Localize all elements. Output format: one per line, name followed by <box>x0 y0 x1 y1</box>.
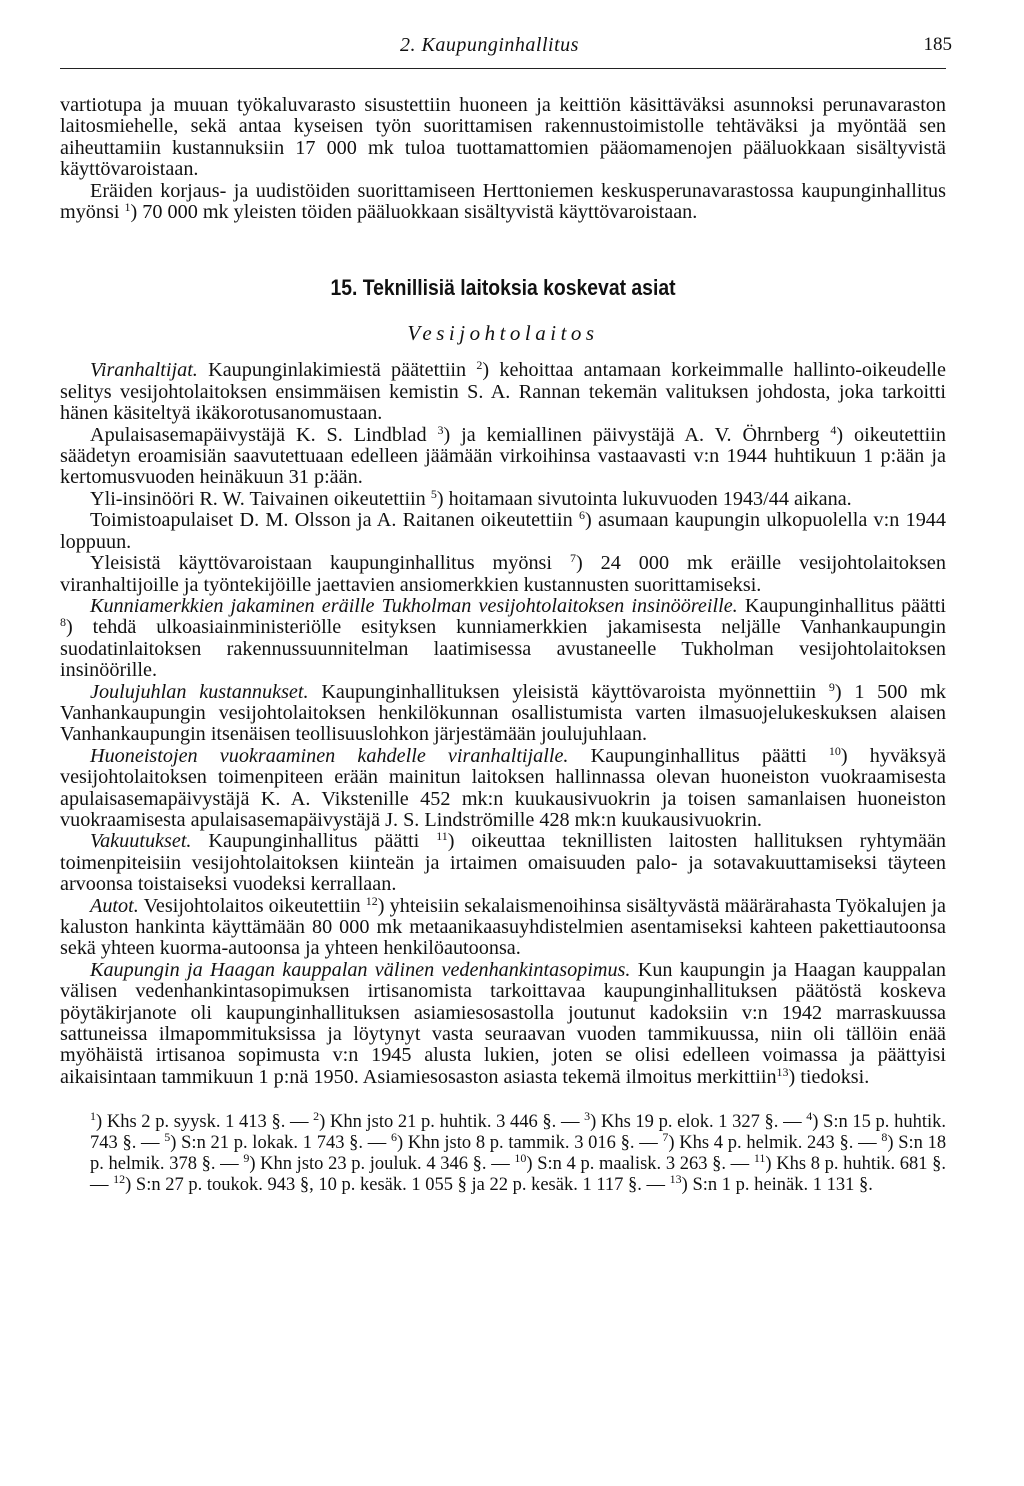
footnote-4: S:n 15 p. huhtik. 743 §. — <box>90 1112 946 1154</box>
footnote-13: S:n 1 p. heinäk. 1 131 §. <box>692 1175 873 1196</box>
footnote-ref: 8 <box>60 615 66 630</box>
footnote-ref: 3 <box>437 422 444 437</box>
footnote-9: Khn jsto 23 p. jouluk. 4 346 §. — <box>260 1154 510 1175</box>
footnote-ref: 5 <box>430 486 437 501</box>
footnote-12: S:n 27 p. toukok. 943 §, 10 p. kesäk. 1 055 § ja 22 p. kesäk. 1 117 §. — <box>135 1175 666 1196</box>
paragraph-huoneistot: Huoneistojen vuokraaminen kahdelle viranhaltijalle. Kaupunginhallitus päätti $^{10}$) hyväksyä vesijohtolaitoksen toimenpiteen erään mainitun laitoksen hallinnassa olevan huoneiston vuokraamisesta apulaisasemapäivystäjä K. A. Vikstenille 452 mk:n kuukausivuokrin ja toisen samanlaisen huoneiston vuokraamisesta apulaisasemapäivystäjä J. S. Lindströmille 428 mk:n kuukausivuokrin. <box>60 743 946 831</box>
footnote-number: 6 <box>390 1130 397 1145</box>
paragraph-lead: Joulujuhlan kustannukset. <box>90 680 309 703</box>
footnote-10: S:n 4 p. maalisk. 3 263 §. — <box>537 1154 750 1175</box>
footnote-11: Khs 8 p. huhtik. 681 §. — <box>90 1154 947 1196</box>
footnote-number: 7 <box>662 1130 669 1145</box>
text-run: Yleisistä käyttövaroistaan kaupunginhallitus myönsi <box>90 552 552 575</box>
footnote-number: 13 <box>669 1172 682 1187</box>
subsection-title: Vesijohtolaitos <box>407 321 599 346</box>
text-run: asumaan kaupungin ulkopuolella v:n 1944 loppuun. <box>60 509 946 553</box>
footnote-number: 8 <box>881 1130 888 1145</box>
intro-paragraph-2: Eräiden korjaus- ja uudistöiden suorittamiseen Herttoniemen keskusperunavarastossa kaupunginhallitus myönsi $^1$) 70 000 mk yleisten töiden pääluokkaan sisältyvistä käyttövaroistaan. <box>60 179 946 224</box>
paragraph-lead: Vakuutukset. <box>90 830 192 853</box>
text-run: Kaupunginhallituksen yleisistä käyttövaroista myönnettiin <box>321 680 817 703</box>
text-run: hyväksyä vesijohtolaitoksen toimenpiteen erään mainitun laitoksen hallinnassa olevan huoneiston vuokraamisesta apulaisasemapäivystäjä K. A. Vikstenille 452 mk:n kuukausivuokrin ja toisen samanlaisen huoneiston vuokraamisesta apulaisasemapäivystäjä J. S. Lindströmille 428 mk:n kuukausivuokrin. <box>60 744 946 831</box>
text-run: Kaupunginhallitus päätti <box>208 830 420 853</box>
intro-paragraph-1: vartiotupa ja muuan työkaluvarasto sisustettiin huoneen ja keittiön käsittäväksi asunnoksi perunavaraston laitosmiehelle, sekä antaa kyseisen työn suorittamisen rakennustoimistolle tehtäväksi ja myöntää sen aiheuttamiin kustannuksiin 17 000 mk tuloa tuottamattomien pääomamenojen pääluokkaan sisältyvistä käyttövaroistaan. <box>60 94 946 181</box>
footnote-6: Khn jsto 8 p. tammik. 3 016 §. — <box>407 1133 658 1154</box>
text-run: tiedoksi. <box>800 1065 870 1088</box>
footnote-3: Khs 19 p. elok. 1 327 §. — <box>600 1112 802 1133</box>
page-number: 185 <box>923 34 952 55</box>
text-run: Apulaisasemapäivystäjä K. S. Lindblad <box>90 423 427 446</box>
text-run: 1 500 mk Vanhankaupungin vesijohtolaitoksen henkilökunnan osallistumista varten ilmasuojelukeskuksen alaisen Vanhankaupungin itsenäisen teollisuuslohkon järjestämään joulujuhlaan. <box>60 680 947 746</box>
paragraph-autot: Autot. Vesijohtolaitos oikeutettiin $^{12}$) yhteisiin sekalaismenoihinsa sisältyvästä määrärahasta Työkalujen ja kaluston hankinta käyttämään 80 000 mk metaanikaasuyhdistelmien asentamiseksi kahteen pakettiautoonsa sekä yhteen kuorma-autoonsa ja yhteen henkilöautoonsa. <box>60 893 947 960</box>
footnote-number: 5 <box>164 1130 171 1145</box>
paragraph-haaga: Kaupungin ja Haagan kauppalan välinen vedenhankintasopimus. Kun kaupungin ja Haagan kauppalan välisen vedenhankintasopimuksen irtisanomista tarkoittavaa kaupunginhallituksen päätöstä koskeva pöytäkirjanote oli kaupunginhallituksen asiamiesosastolla joutunut kadoksiin v:n 1942 marraskuussa sattuneissa ilmapommituksissa ja löytynyt vasta seuraavan vuoden tammikuussa, niin oli tällöin enää myöhäistä irtisanoa sopimusta v:n 1945 alusta lukien, joten se olisi edelleen voimassa ja päättyisi aikaisintaan tammikuun 1 p:nä 1950. Asiamiesosaston asiasta tekemä ilmoitus merkittiin$^{13}$) tiedoksi. <box>60 958 946 1088</box>
paragraph-lead: Viranhaltijat. <box>90 359 198 382</box>
intro-text <box>60 95 946 223</box>
paragraph-lead: Autot. <box>90 894 139 917</box>
footnote-ref: 1 <box>124 200 131 215</box>
page-header <box>60 0 952 69</box>
paragraph-lindblad: Apulaisasemapäivystäjä K. S. Lindblad $^3$) ja kemiallinen päivystäjä A. V. Öhrnberg $^4$) oikeutettiin säädetyn eroamisiän saavutettuaan edelleen jäämään virkoihinsa vastaavasti v:n 1944 huhtikuun 1 p:ään ja kertomusvuoden heinäkuun 31 p:ään. <box>60 422 946 489</box>
text-run: Kaupunginhallitus päätti <box>744 594 946 617</box>
footnote-ref: 2 <box>476 358 483 373</box>
footnote-number: 10 <box>514 1151 527 1166</box>
text-run: yhteisiin sekalaismenoihinsa sisältyvästä määrärahasta Työkalujen ja kaluston hankinta käyttämään 80 000 mk metaanikaasuyhdistelmien asentamiseksi kahteen pakettiautoonsa sekä yhteen kuorma-autoonsa ja yhteen henkilöautoonsa. <box>60 894 947 960</box>
text-run: Yli-insinööri R. W. Taivainen oikeutettiin <box>90 487 426 510</box>
section-body <box>60 360 946 1088</box>
footnote-5: S:n 21 p. lokak. 1 743 §. — <box>181 1133 387 1154</box>
text-run: oikeuttaa teknillisten laitosten hallituksen ryhtymään toimenpiteisiin vesijohtolaitoksen kiinteän ja irtaimen omaisuuden palo- ja sotavakuuttamiseksi täyteen arvoonsa toistaiseksi vuodeksi kerrallaan. <box>60 830 946 896</box>
text-run: 24 000 mk eräille vesijohtolaitoksen viranhaltijoille ja työntekijöille jaettavien ansiomerkkien kustannusten suorittamiseksi. <box>60 552 946 596</box>
footnote-2: Khn jsto 21 p. huhtik. 3 446 §. — <box>329 1112 580 1133</box>
footnote-ref: 11 <box>436 829 448 844</box>
text-run: tehdä ulkoasiainministeriölle esityksen kunniamerkkien jakamisesta neljälle Vanhankaupungin suodatinlaitoksen rakennussuunnitelman laatimisessa avustaneelle Tukholman vesijohtolaitoksen insinöörille. <box>60 616 946 682</box>
footnote-number: 1 <box>90 1109 96 1124</box>
footnote-ref: 10 <box>828 743 841 758</box>
text-run: hoitamaan sivutointa lukuvuoden 1943/44 aikana. <box>448 487 852 510</box>
text-run: oikeutettiin säädetyn eroamisiän saavutettuaan edelleen jäämään virkoihinsa vastaavasti v:n 1944 huhtikuun 1 p:ään ja kertomusvuoden heinäkuun 31 p:ään. <box>60 423 946 489</box>
footnote-number: 12 <box>113 1172 126 1187</box>
text-run: Eräiden korjaus- ja uudistöiden suorittamiseen Herttoniemen keskusperunavarastossa kaupunginhallitus myönsi <box>60 179 946 224</box>
text-run: Toimistoapulaiset D. M. Olsson ja A. Raitanen oikeutettiin <box>90 509 573 532</box>
footnote-ref: 13 <box>776 1064 789 1079</box>
footnote-number: 11 <box>753 1151 766 1166</box>
paragraph-joulujuhla: Joulujuhlan kustannukset. Kaupunginhallituksen yleisistä käyttövaroista myönnettiin $^9$) 1 500 mk Vanhankaupungin vesijohtolaitoksen henkilökunnan osallistumista varten ilmasuojelukeskuksen alaisen Vanhankaupungin itsenäisen teollisuuslohkon järjestämään joulujuhlaan. <box>60 679 947 746</box>
paragraph-taivainen: Yli-insinööri R. W. Taivainen oikeutettiin $^5$) hoitamaan sivutointa lukuvuoden 1943/44 aikana. <box>90 486 852 510</box>
paragraph-viranhaltijat: Viranhaltijat. Kaupunginlakimiestä päätettiin $^2$) kehoittaa antamaan korkeimmalle hallinto-oikeudelle selitys vesijohtolaitoksen ensimmäisen kemistin S. A. Rannan tekemän valituksen johdosta, joka tarkoitti hänen käsiteltyä ikäkorotusanomustaan. <box>60 358 946 425</box>
running-head: 2. Kaupunginhallitus <box>400 34 579 56</box>
paragraph-lead: Kunniamerkkien jakaminen eräille Tukholman vesijohtolaitoksen insinööreille. <box>90 594 738 617</box>
footnote-7: Khs 4 p. helmik. 243 §. — <box>679 1133 877 1154</box>
paragraph-lead: Kaupungin ja Haagan kauppalan välinen vedenhankintasopimus. <box>90 958 631 981</box>
paragraph-toimistoapulaiset: Toimistoapulaiset D. M. Olsson ja A. Raitanen oikeutettiin $^6$) asumaan kaupungin ulkopuolella v:n 1944 loppuun. <box>60 508 946 553</box>
footnote-ref: 12 <box>365 893 378 908</box>
text-run: Kaupunginhallitus päätti <box>590 744 807 767</box>
paragraph-vakuutukset: Vakuutukset. Kaupunginhallitus päätti $^{11}$) oikeuttaa teknillisten laitosten hallituksen ryhtymään toimenpiteisiin vesijohtolaitoksen kiinteän ja irtaimen omaisuuden palo- ja sotavakuuttamiseksi täyteen arvoonsa toistaiseksi vuodeksi kerrallaan. <box>60 829 946 896</box>
footnote-number: 9 <box>243 1151 250 1166</box>
footnotes: $^1$) Khs 2 p. syysk. 1 413 §. — $^2$) Khn jsto 21 p. huhtik. 3 446 §. — $^3$) Khs 19 p. elok. 1 327 §. — $^4$) S:n 15 p. huhtik. 743 §. — $^5$) S:n 21 p. lokak. 1 743 §. — $^6$) Khn jsto 8 p. tammik. 3 016 §. — $^7$) Khs 4 p. helmik. 243 §. — $^8$) S:n 18 p. helmik. 378 §. — $^9$) Khn jsto 23 p. jouluk. 4 346 §. — $^{10}$) S:n 4 p. maalisk. 3 263 §. — $^{11}$) Khs 8 p. huhtik. 681 §. — $^{12}$) S:n 27 p. toukok. 943 §, 10 p. kesäk. 1 055 § ja 22 p. kesäk. 1 117 §. — $^{13}$) S:n 1 p. heinäk. 1 131 §. <box>90 1109 947 1196</box>
text-run: ja kemiallinen päivystäjä A. V. Öhrnberg <box>461 423 820 446</box>
paragraph-ansiomerkit: Yleisistä käyttövaroistaan kaupunginhallitus myönsi $^7$) 24 000 mk eräille vesijohtolaitoksen viranhaltijoille ja työntekijöille jaettavien ansiomerkkien kustannusten suorittamiseksi. <box>60 551 946 596</box>
footnote-ref: 9 <box>828 679 835 694</box>
paragraph-kunniamerkit: Kunniamerkkien jakaminen eräille Tukholman vesijohtolaitoksen insinööreille. Kaupunginhallitus päätti $^8$) tehdä ulkoasiainministeriölle esityksen kunniamerkkien jakamisesta neljälle Vanhankaupungin suodatinlaitoksen rakennussuunnitelman laatimisessa avustaneelle Tukholman vesijohtolaitoksen insinöörille. <box>60 594 946 682</box>
footnote-1: Khs 2 p. syysk. 1 413 §. — <box>106 1112 309 1133</box>
text-run: 70 000 mk yleisten töiden pääluokkaan sisältyvistä käyttövaroistaan. <box>142 201 698 224</box>
section-title: 15. Teknillisiä laitoksia koskevat asiat <box>330 275 676 301</box>
footnote-ref: 4 <box>830 422 837 437</box>
footnote-ref: 6 <box>578 508 585 523</box>
paragraph-lead: Huoneistojen vuokraaminen kahdelle viranhaltijalle. <box>90 744 569 767</box>
text-run: Vesijohtolaitos oikeutettiin <box>143 894 361 917</box>
footnote-number: 4 <box>806 1109 813 1124</box>
footnote-ref: 7 <box>569 551 576 566</box>
footnote-number: 3 <box>584 1109 591 1124</box>
text-run: Kaupunginlakimiestä päätettiin <box>208 359 467 382</box>
footnote-8: S:n 18 p. helmik. 378 §. — <box>90 1133 947 1175</box>
text-run: kehoittaa antamaan korkeimmalle hallinto-oikeudelle selitys vesijohtolaitoksen ensimmäisen kemistin S. A. Rannan tekemän valituksen johdosta, joka tarkoitti hänen käsiteltyä ikäkorotusanomustaan. <box>60 359 946 425</box>
text-run: Kun kaupungin ja Haagan kauppalan välisen vedenhankintasopimuksen irtisanomista tarkoittavaa kaupunginhallituksen päätöstä koskeva pöytäkirjanote oli kaupunginhallituksen asiamiesosastolla joutunut kadoksiin v:n 1942 marraskuussa sattuneissa ilmapommituksissa ja löytynyt vasta seuraavan vuoden tammikuussa, niin oli tällöin enää myöhäistä irtisanoa sopimusta v:n 1945 alusta lukien, joten se olisi edelleen voimassa ja päättyisi aikaisintaan tammikuun 1 p:nä 1950. Asiamiesosaston asiasta tekemä ilmoitus merkittiin <box>60 958 946 1088</box>
footnote-number: 2 <box>313 1109 320 1124</box>
